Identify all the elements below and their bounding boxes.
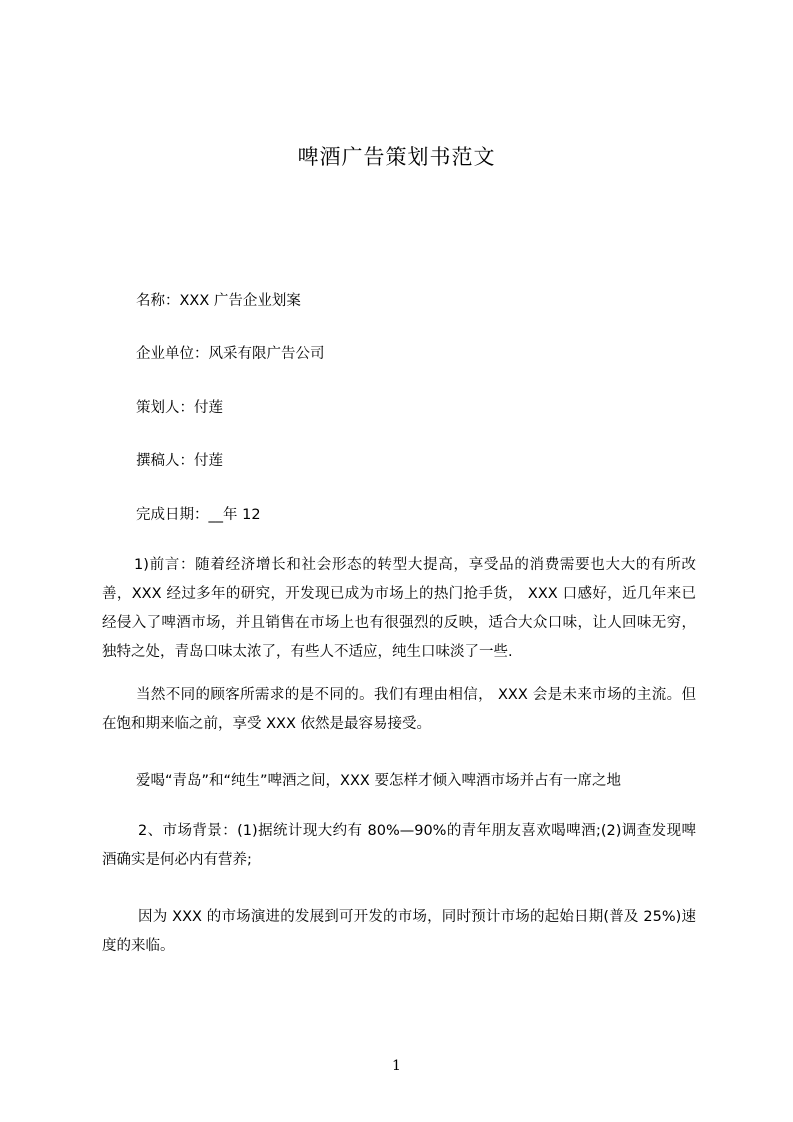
paragraph-market-background: 2、市场背景：(1)据统计现大约有 80%—90%的青年朋友喜欢喝啤酒;(2)调查发现啤酒确实是何必内有营养; <box>102 823 696 868</box>
paragraph-preface: 1)前言：随着经济增长和社会形态的转型大提高，享受品的消费需要也大大的有所改善，XXX 经过多年的研究，开发现已成为市场上的热门抢手货， XXX 口感好，近几年来已经侵入了啤酒市场，并且销售在市场上也有很强烈的反映，适合大众口味，让人回味无穷，独特之处，青岛口味太浓了，有些人不适应，纯生口味淡了一些. <box>102 557 696 660</box>
paragraph-competition: 爱喝“青岛”和“纯生”啤酒之间，XXX 要怎样才倾入啤酒市场并占有一席之地 <box>136 773 621 789</box>
field-project-name: 名称：XXX 广告企业划案 <box>136 293 301 309</box>
field-company: 企业单位：风采有限广告公司 <box>136 346 325 362</box>
page-number: 1 <box>392 1058 401 1074</box>
field-planner: 策划人：付莲 <box>136 400 223 416</box>
paragraph-market-development: 因为 XXX 的市场演进的发展到可开发的市场，同时预计市场的起始日期(普及 25%)速度的来临。 <box>102 909 696 954</box>
document-title: 啤酒广告策划书范文 <box>297 145 496 169</box>
field-completion-date: 完成日期：__年 12 <box>136 507 261 523</box>
paragraph-customer-needs: 当然不同的顾客所需求的是不同的。我们有理由相信， XXX 会是未来市场的主流。但在饱和期来临之前，享受 XXX 依然是最容易接受。 <box>102 687 696 732</box>
field-writer: 撰稿人：付莲 <box>136 453 223 469</box>
